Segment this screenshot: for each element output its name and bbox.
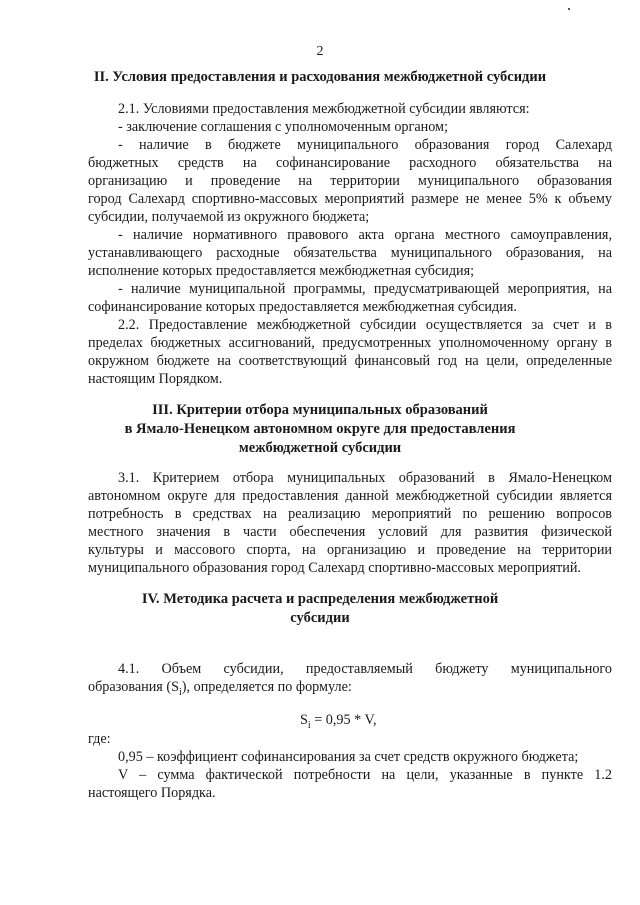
paragraph-line: устанавливающего расходные обязательства муниципального образования, на bbox=[88, 245, 612, 261]
paragraph-line: 3.1. Критерием отбора муниципальных образований в Ямало-Ненецком bbox=[118, 470, 612, 486]
paragraph-line: 2.2. Предоставление межбюджетной субсидии осуществляется за счет и в bbox=[118, 317, 612, 333]
paragraph-line: окружном бюджете на соответствующий финансовый год на цели, определенные bbox=[88, 353, 612, 369]
paragraph-line: 4.1. Объем субсидии, предоставляемый бюджету муниципального bbox=[118, 661, 612, 677]
paragraph-line: - наличие в бюджете муниципального образования город Салехард bbox=[118, 137, 612, 153]
paragraph-line: потребность в средствах на реализацию мероприятий по решению вопросов bbox=[88, 506, 612, 522]
text-run: образования (S bbox=[88, 679, 179, 695]
formula-subscript: i bbox=[307, 719, 311, 731]
paragraph-line: автономном округе для предоставления данной межбюджетной субсидии является bbox=[88, 488, 612, 504]
page-number: 2 bbox=[316, 44, 324, 59]
paragraph-line: субсидии, получаемой из окружного бюджета; bbox=[88, 209, 370, 225]
definition-line: настоящего Порядка. bbox=[88, 785, 216, 801]
paragraph-line: исполнение которых предоставляется межбюджетная субсидия; bbox=[88, 263, 475, 279]
paragraph-line: софинансирование которых предоставляется межбюджетная субсидия. bbox=[88, 299, 517, 315]
paragraph-line: - наличие нормативного правового акта органа местного самоуправления, bbox=[118, 227, 612, 243]
paragraph-line: местного значения в части обеспечения условий для развития физической bbox=[88, 524, 612, 540]
definition-line: V – сумма фактической потребности на цели, указанные в пункте 1.2 bbox=[118, 767, 612, 783]
section-2-title: II. Условия предоставления и расходования межбюджетной субсидии bbox=[93, 69, 547, 85]
paragraph-line: организацию и проведение на территории муниципального образования bbox=[88, 173, 612, 189]
paragraph-line: настоящим Порядком. bbox=[88, 371, 223, 387]
definition-line: 0,95 – коэффициент софинансирования за счет средств окружного бюджета; bbox=[118, 749, 579, 765]
paragraph-line: 2.1. Условиями предоставления межбюджетной субсидии являются: bbox=[118, 101, 530, 117]
formula bbox=[300, 712, 377, 731]
paragraph-line: город Салехард спортивно-массовых мероприятий размере не менее 5% к объему bbox=[88, 191, 612, 207]
section-4-title bbox=[60, 590, 580, 628]
paragraph-line: пределах бюджетных ассигнований, предусмотренных уполномоченному органу в bbox=[88, 335, 612, 351]
section-4-title-line: IV. Методика расчета и распределения межбюджетной bbox=[141, 591, 499, 607]
formula-symbol: S bbox=[300, 712, 308, 728]
formula-expression: = 0,95 * V, bbox=[310, 712, 377, 728]
where-label: где: bbox=[88, 731, 111, 747]
paragraph-line: культуры и массового спорта, на организацию и проведение на территории bbox=[88, 542, 612, 558]
scan-speck bbox=[568, 8, 570, 10]
paragraph-line: муниципального образования город Салехард спортивно-массовых мероприятий. bbox=[88, 560, 581, 576]
section-3-title bbox=[60, 401, 580, 458]
paragraph-line: образования $(S_i)$, определяется по формуле: bbox=[88, 679, 352, 698]
section-3-title-line: в Ямало-Ненецком автономном округе для предоставления bbox=[124, 421, 516, 437]
paragraph-line: - наличие муниципальной программы, предусматривающей мероприятия, на bbox=[118, 281, 612, 297]
paragraph-line: бюджетных средств на софинансирование расходного обязательства на bbox=[88, 155, 612, 171]
paragraph-line: - заключение соглашения с уполномоченным органом; bbox=[118, 119, 448, 135]
text-run: ), определяется по формуле: bbox=[181, 679, 352, 695]
section-3-title-line: межбюджетной субсидии bbox=[238, 440, 402, 456]
section-4-title-line: субсидии bbox=[290, 610, 350, 626]
section-3-title-line: III. Критерии отбора муниципальных образований bbox=[152, 402, 488, 418]
